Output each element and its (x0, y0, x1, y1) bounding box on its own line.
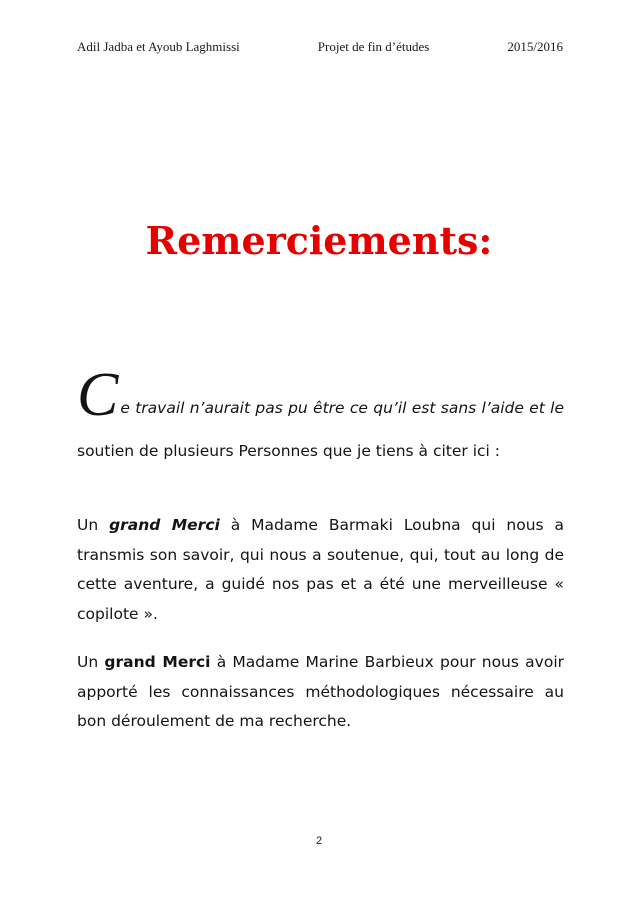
header-project: Projet de fin d’études (317, 39, 430, 54)
paragraph-body: à Madame Barmaki Loubna qui nous a transmis son savoir, qui nous a soutenue, qui, tout au long de cette aventure, a guidé nos pas et a été une merveilleuse « copilote ». (77, 516, 564, 623)
paragraph-intro (77, 361, 564, 470)
paragraph-emphasis: grand Merci (109, 516, 220, 534)
header-authors: Adil Jadba et Ayoub Laghmissi (77, 39, 240, 54)
header-year: 2015/2016 (507, 39, 563, 54)
paragraph-thanks-barbieux (77, 648, 564, 737)
intro-line-1 (77, 361, 564, 440)
page-number: 2 (315, 835, 323, 847)
intro-line-2: soutien de plusieurs Personnes que je tiens à citer ici : (77, 442, 500, 460)
paragraph-lead: Un (77, 653, 105, 671)
page-title: Remerciements: (145, 218, 493, 263)
drop-cap: C (77, 361, 119, 429)
intro-line-1-text: e travail n’aurait pas pu être ce qu’il est sans l’aide et le (120, 399, 564, 417)
running-header (77, 39, 563, 55)
paragraph-emphasis: grand Merci (104, 653, 211, 671)
paragraph-thanks-barmaki (77, 511, 564, 629)
paragraph-lead: Un (77, 516, 110, 534)
paragraph-body: à Madame Marine Barbieux pour nous avoir apporté les connaissances méthodologiques nécessaire au bon déroulement de ma recherche. (77, 653, 564, 730)
